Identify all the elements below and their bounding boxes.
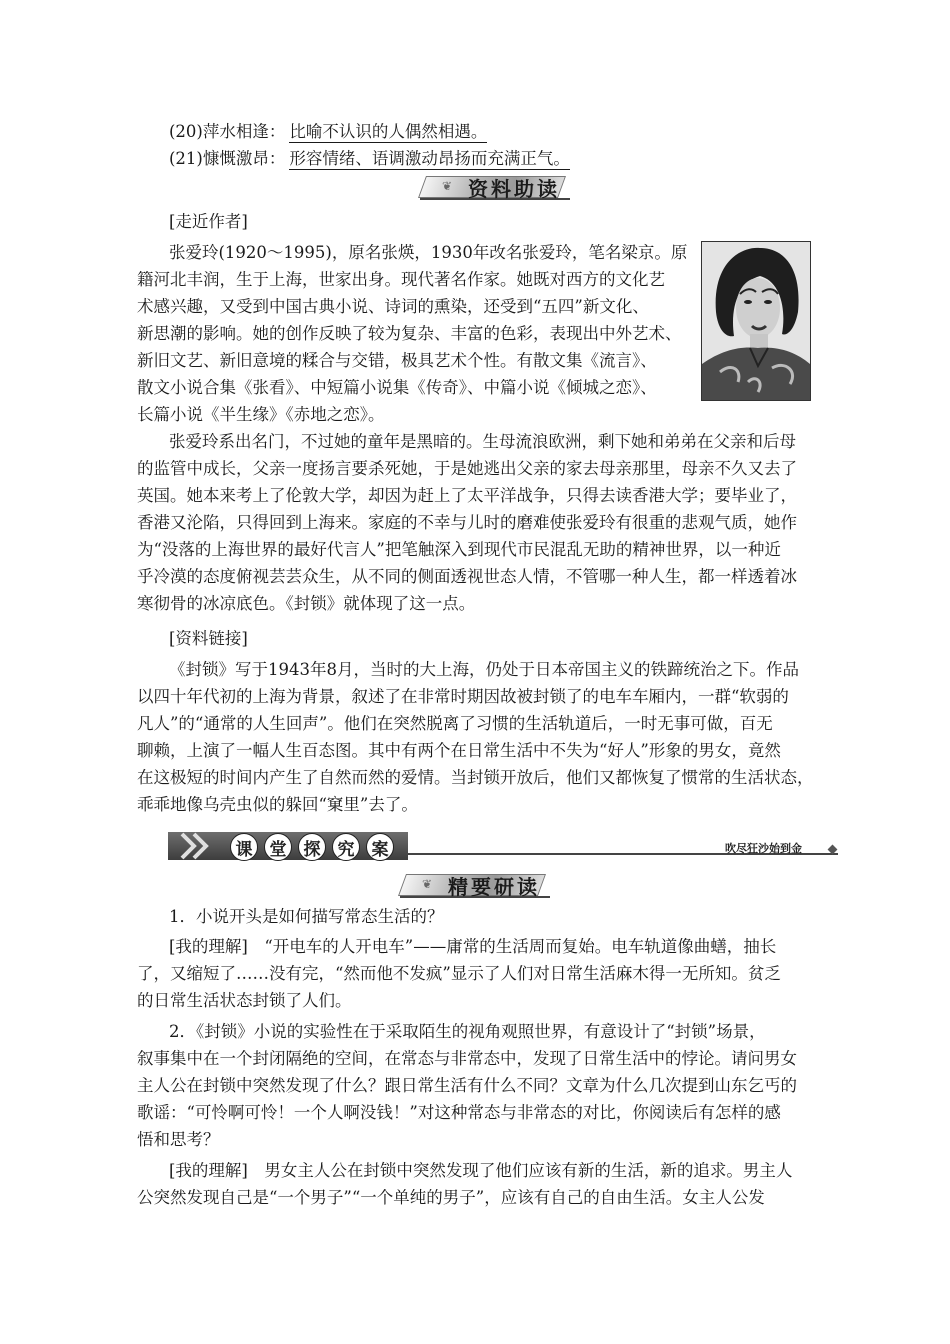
section-banner-materials: [422, 174, 562, 200]
bio-paragraph-line: 寒彻骨的冰凉底色。《封锁》就体现了这一点。: [137, 594, 476, 613]
banner-char: 探: [298, 833, 326, 861]
leaf-icon: ❦: [442, 179, 453, 193]
banner-char: 案: [366, 833, 394, 861]
author-heading: [走近作者]: [169, 212, 248, 231]
bio-paragraph-line: 为“没落的上海世界的最好代言人”把笔触深入到现代市民混乱无助的精神世界，以一种近: [137, 540, 781, 559]
double-chevron-icon: [178, 832, 218, 860]
section-title: 资料助读: [468, 176, 560, 201]
bio-paragraph-line: 的监管中成长，父亲一度扬言要杀死她，于是她逃出父亲的家去母亲那里，母亲不久又去了: [137, 459, 797, 478]
question-2-line: 2．《封锁》小说的实验性在于采取陌生的视角观照世界，有意设计了“封锁”场景，: [169, 1022, 766, 1041]
banner-char: 课: [230, 833, 258, 861]
author-paragraph-line: 籍河北丰润，生于上海，世家出身。现代著名作家。她既对西方的文化艺: [137, 270, 665, 289]
answer-line: [我的理解] 男女主人公在封锁中突然发现了他们应该有新的生活，新的追求。男主人: [169, 1161, 793, 1180]
author-paragraph-line: 新旧文艺、新旧意境的糅合与交错，极具艺术个性。有散文集《流言》、: [137, 351, 657, 370]
question-2-line: 主人公在封锁中突然发现了什么？跟日常生活有什么不同？文章为什么几次提到山东乞丐的: [137, 1076, 797, 1095]
answer-line: 了，又缩短了……没有完，“然而他不发疯”显示了人们对日常生活麻木得一无所知。贫乏: [137, 964, 781, 983]
glossary-item-20: [169, 122, 827, 142]
section-banner-study: [402, 872, 542, 898]
author-paragraph-line: 长篇小说《半生缘》《赤地之恋》。: [137, 405, 385, 424]
answer-line: [我的理解] “开电车的人开电车”——庸常的生活周而复始。电车轨道像曲蟮，抽长: [169, 937, 777, 956]
links-heading: [资料链接]: [169, 629, 248, 648]
links-paragraph-line: 以四十年代初的上海为背景，叙述了在非常时期因故被封锁了的电车车厢内，一群“软弱的: [137, 687, 789, 706]
links-paragraph-line: 在这极短的时间内产生了自然而然的爱情。当封锁开放后，他们又都恢复了惯常的生活状态，: [137, 768, 814, 787]
question-2-line: 歌谣：“可怜啊可怜！一个人啊没钱！”对这种常态与非常态的对比，你阅读后有怎样的感: [137, 1103, 781, 1122]
section-title: 精要研读: [448, 874, 540, 899]
bio-paragraph-line: 香港又沦陷，只得回到上海来。家庭的不幸与儿时的磨难使张爱玲有很重的悲观气质，她作: [137, 513, 797, 532]
glossary-term: (20)萍水相逢：: [169, 122, 286, 141]
glossary-definition: 形容情绪、语调激动昂扬而充满正气。: [289, 149, 570, 168]
links-paragraph-line: 聊赖，上演了一幅人生百态图。其中有两个在日常生活中不失为“好人”形象的男女，竟然: [137, 741, 781, 760]
links-paragraph-line: 凡人”的“通常的人生回声”。他们在突然脱离了习惯的生活轨道后，一时无事可做，百无: [137, 714, 773, 733]
links-paragraph-line: 乖乖地像乌壳虫似的躲回“窠里”去了。: [137, 795, 418, 814]
author-paragraph-line: 散文小说合集《张看》、中短篇小说集《传奇》、中篇小说《倾城之恋》、: [137, 378, 657, 397]
glossary-definition: 比喻不认识的人偶然相遇。: [289, 122, 488, 141]
answer-line: 的日常生活状态封锁了人们。: [137, 991, 352, 1010]
question-1: 1．小说开头是如何描写常态生活的？: [169, 907, 444, 926]
banner-char: 究: [332, 833, 360, 861]
answer-line: 公突然发现自己是“一个男子”“一个单纯的男子”，应该有自己的自由生活。女主人公发: [137, 1188, 765, 1207]
banner-char: 堂: [264, 833, 292, 861]
glossary-term: (21)慷慨激昂：: [169, 149, 286, 168]
bio-paragraph-line: 乎冷漠的态度俯视芸芸众生，从不同的侧面透视世态人情，不管哪一种人生，都一样透着冰: [137, 567, 797, 586]
bio-paragraph-line: 张爱玲系出名门，不过她的童年是黑暗的。生母流浪欧洲，剩下她和弟弟在父亲和后母: [169, 432, 796, 451]
portrait-illustration: [702, 242, 810, 400]
author-paragraph-line: 张爱玲(1920～1995)，原名张煐，1930年改名张爱玲，笔名梁京。原: [169, 243, 688, 262]
author-portrait-photo: [701, 241, 811, 401]
banner-title: [230, 833, 394, 861]
question-2-line: 悟和思考？: [137, 1130, 220, 1149]
bio-paragraph-line: 英国。她本来考上了伦敦大学，却因为赶上了太平洋战争，只得去读香港大学；要毕业了，: [137, 486, 797, 505]
question-2-line: 叙事集中在一个封闭隔绝的空间，在常态与非常态中，发现了日常生活中的悖论。请问男女: [137, 1049, 797, 1068]
banner-slogan: 吹尽狂沙始到金: [725, 842, 802, 855]
glossary-item-21: [169, 149, 827, 169]
classroom-banner: [168, 832, 408, 860]
links-paragraph-line: 《封锁》写于1943年8月，当时的大上海，仍处于日本帝国主义的铁蹄统治之下。作品: [169, 660, 799, 679]
author-paragraph-line: 术感兴趣，又受到中国古典小说、诗词的熏染，还受到“五四”新文化、: [137, 297, 649, 316]
leaf-icon: ❦: [422, 877, 433, 891]
author-paragraph-line: 新思潮的影响。她的创作反映了较为复杂、丰富的色彩，表现出中外艺术、: [137, 324, 682, 343]
